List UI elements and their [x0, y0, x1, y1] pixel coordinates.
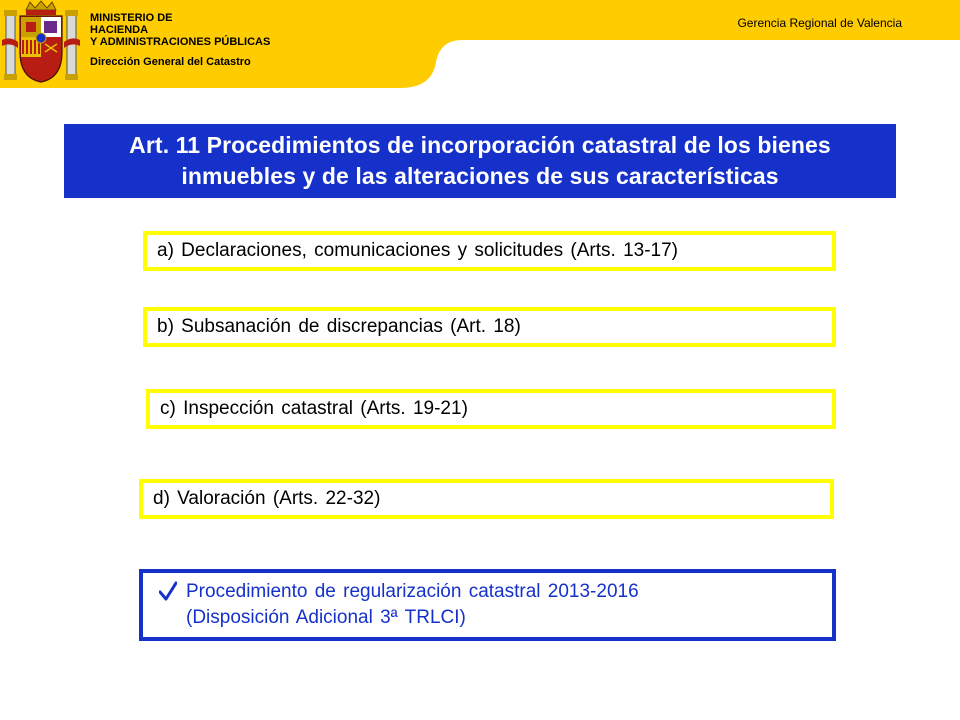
ministry-name	[90, 12, 270, 68]
procedure-label: a) Declaraciones, comunicaciones y solicitudes (Arts. 13-17)	[157, 240, 678, 261]
regularization-line-1: Procedimiento de regularización catastral 2013-2016	[186, 581, 639, 602]
procedure-label: c) Inspección catastral (Arts. 19-21)	[160, 398, 468, 419]
ministry-line-2: HACIENDA	[90, 24, 149, 36]
ministry-line-3: Y ADMINISTRACIONES PÚBLICAS	[90, 36, 271, 48]
regional-office-label: Gerencia Regional de Valencia	[737, 16, 902, 30]
coat-of-arms-logo	[2, 0, 80, 84]
procedure-item-inspection	[146, 389, 836, 429]
procedure-label: b) Subsanación de discrepancias (Art. 18)	[157, 316, 521, 337]
ministry-line-1: MINISTERIO DE	[90, 12, 173, 24]
procedure-item-declarations	[143, 231, 836, 271]
slide-title-line-2: inmuebles y de las alteraciones de sus características	[181, 163, 779, 189]
procedure-item-valuation	[139, 479, 834, 519]
directorate-name: Dirección General del Catastro	[90, 56, 251, 68]
procedure-item-discrepancies	[143, 307, 836, 347]
regularization-line-2: (Disposición Adicional 3ª TRLCI)	[186, 607, 466, 628]
regularization-procedure-box	[139, 569, 836, 641]
procedure-label: d) Valoración (Arts. 22-32)	[153, 488, 381, 509]
regularization-text	[186, 579, 639, 631]
checkmark-icon	[159, 580, 177, 602]
slide-title-line-1: Art. 11 Procedimientos de incorporación catastral de los bienes	[129, 132, 831, 158]
slide-title	[64, 124, 896, 198]
